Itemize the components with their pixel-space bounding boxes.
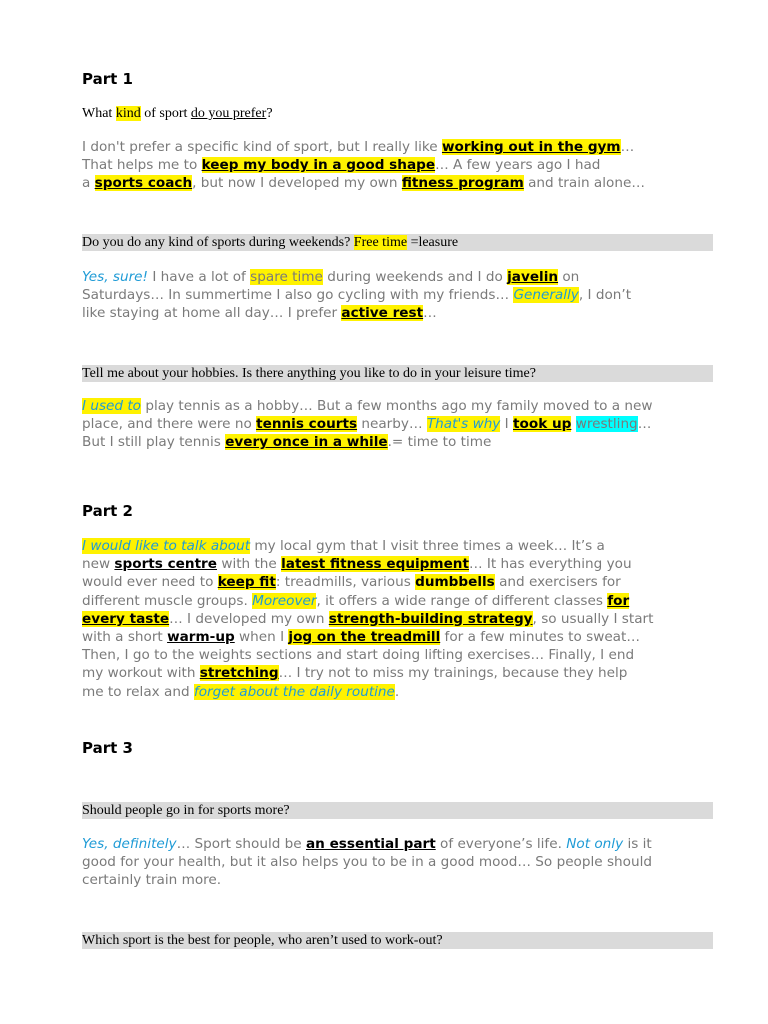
line: Yes, sure! I have a lot of spare time during weekends and I do javelin on [82,269,580,285]
line: That helps me to keep my body in a good shape… A few years ago I had [82,157,601,174]
line: Then, I go to the weights sections and start doing lifting exercises… Finally, I end [82,647,635,664]
line: me to relax and forget about the daily routine. [82,683,400,700]
part2-answer [82,537,722,701]
line: would ever need to keep fit: treadmills, various dumbbells and exercisers for [82,574,621,591]
part2-heading: Part 2 [82,502,133,520]
part3-heading: Part 3 [82,739,133,757]
part1-answer-2 [82,268,722,323]
part1-question-3: Tell me about your hobbies. Is there anything you like to do in your leisure time? [82,365,713,382]
line: like staying at home all day… I prefer active rest… [82,305,437,322]
line: every taste… I developed my own strength-building strategy, so usually I start [82,610,654,627]
line: certainly train more. [82,872,222,889]
line: with a short warm-up when I jog on the treadmill for a few minutes to sweat… [82,628,640,645]
line: good for your health, but it also helps you to be in a good mood… So people should [82,854,653,871]
part1-answer-1 [82,138,722,193]
part3-question-1: Should people go in for sports more? [82,802,713,819]
line: Yes, definitely… Sport should be an essential part of everyone’s life. Not only is it [82,836,652,852]
part1-question-1: What kind of sport do you prefer? [82,106,273,121]
line: a sports coach, but now I developed my own fitness program and train alone… [82,175,645,192]
line: I don't prefer a specific kind of sport, but I really like working out in the gym… [82,139,635,155]
line: Saturdays… In summertime I also go cycling with my friends… Generally, I don’t [82,287,632,304]
part1-heading: Part 1 [82,70,133,88]
line: new sports centre with the latest fitness equipment… It has everything you [82,556,632,573]
part1-answer-3 [82,397,722,452]
part3-question-2: Which sport is the best for people, who aren’t used to work-out? [82,932,713,949]
line: different muscle groups. Moreover, it offers a wide range of different classes for [82,592,630,609]
line: But I still play tennis every once in a while.= time to time [82,434,492,451]
part3-answer-1 [82,835,722,890]
line: I used to play tennis as a hobby… But a few months ago my family moved to a new [82,398,653,414]
line: my workout with stretching… I try not to miss my trainings, because they help [82,665,628,682]
part1-question-2: Do you do any kind of sports during weekends? Free time =leasure [82,234,713,251]
line: place, and there were no tennis courts nearby… That's why I took up wrestling… [82,416,652,433]
line: I would like to talk about my local gym that I visit three times a week… It’s a [82,538,605,554]
